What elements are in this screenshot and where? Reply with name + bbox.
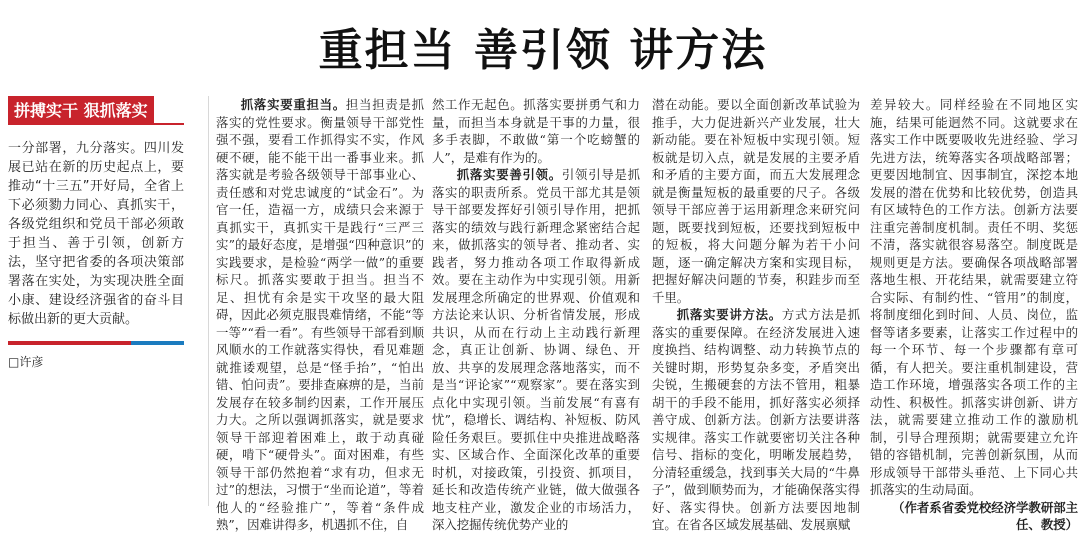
paragraph-text: 方式方法是抓落实的重要保障。在经济发展进入速度换挡、结构调整、动力转换节点的关键时期，形势复杂多变，矛盾突出尖锐，生搬硬套的方法不管用，粗暴胡干的手段不能用，抓好落实必须择善守成、创新方法。创新方法要讲落实规律。落实工作就要密切关注各种信号、指标的变化，明晰发展趋势，分清轻重缓急，找到事关大局的“牛鼻子”，做到顺势而为，才能确保落实得好、落实得快。创新方法要因地制宜。在省各区域发展基础、发展禀赋 (652, 307, 861, 532)
paragraph (432, 96, 640, 166)
paragraph (652, 96, 860, 306)
article-column-2 (432, 96, 641, 532)
section-heading: 抓落实要善引领。 (456, 167, 562, 182)
paragraph (652, 306, 860, 534)
paragraph (870, 96, 1078, 499)
divider-blue (131, 341, 184, 345)
page-headline: 重担当 善引领 讲方法 (318, 25, 768, 76)
sidebar-author: □许彦 (8, 355, 44, 369)
sidebar-divider-bar (8, 341, 184, 345)
divider-red (8, 341, 131, 345)
sidebar-text: 一分部署，九分落实。四川发展已站在新的历史起点上，要推动“十三五”开好局，全省上下必须勠力同心、真抓实干，各级党组织和党员干部必须敢于担当、善于引领，创新方法，坚守把省委的各项决策部署落在实处，为实现决胜全面小康、建设经济强省的奋斗目标做出新的更大贡献。 (8, 141, 184, 327)
section-heading: 抓落实要讲方法。 (676, 307, 782, 322)
article-column-4 (870, 96, 1078, 532)
paragraph-text: 潜在动能。要以全面创新改革试验为推手，大力促进新兴产业发展，壮大新动能。要在补短板中实现引领。短板就是切入点，就是发展的主要矛盾和矛盾的主要方面，而五大发展理念就是衡量短板的最重要的尺子。各级领导干部应善于运用新理念来研究问题，既要找到短板，还要找到短板中的短板，将大问题分解为若干小问题，逐一确定解决方案和实现目标，把握好解决问题的节奏，积跬步而至千里。 (652, 97, 860, 305)
column-tag: 拼搏实干 狠抓落实 (8, 96, 154, 123)
paragraph-text: 差异较大。同样经验在不同地区实施，结果可能迥然不同。这就要求在落实工作中既要吸收先进经验、学习先进方法，统筹落实各项战略部署；更要因地制宜、因事制宜，深挖本地发展的潜在优势和比较优势，创造具有区域特色的工作方法。创新方法要注重完善制度机制。责任不明、奖惩不清，落实就很容易落空。制度既是规则更是方法。要确保各项战略部署落地生根、开花结果，就需要建立符合实际、有制约性、“管用”的制度，将制度细化到时间、人员、岗位，监督等诸多要素，让落实工作过程中的每一个环节、每一个步骤都有章可循，有人把关。要注重机制建设，营造工作环境，增强落实各项工作的主动性、积极性。抓落实讲创新、讲方法，就需要建立推动工作的激励机制，引导合理预期；就需要建立允许错的容错机制，完善创新氛围，从而形成领导干部带头垂范、上下同心共抓落实的生动局面。 (870, 97, 1078, 497)
paragraph-text: 引领引导是抓落实的职责所系。党员干部尤其是领导干部要发挥好引领引导作用，把抓落实的绩效与践行新理念紧密结合起来，做抓落实的领导者、推动者、实践者，努力推动各项工作取得新成效。要在主动作为中实现引领。用新发展理念所确定的世界观、价值观和方法论来认识、分析省情发展，形成共识，从而在行动上主动践行新理念，真正让创新、协调、绿色、开放、共享的发展理念落地落实，而不是当“评论家”“观察家”。要在落实到点化中实现引领。当前发展“有喜有忧”，稳增长、调结构、补短板、防风险任务艰巨。要抓住中央推进战略落实、区域合作、全面深化改革的重要时机，对接政策，引投资、抓项目，延长和改造传统产业链，做大做强各地支柱产业，激发企业的市场活力，深入挖掘传统优势产业的 (432, 167, 641, 532)
article-column-3 (652, 96, 861, 532)
paragraph-text: 然工作无起色。抓落实要拼勇气和力量，而担当本身就是干事的力量，很多手表脚，不敢做“第一个吃螃蟹的人”，是难有作为的。 (432, 97, 640, 165)
section-heading: 抓落实要重担当。 (240, 97, 346, 112)
sidebar-summary (8, 96, 184, 370)
paragraph-text: 担当担责是抓落实的党性要求。衡量领导干部党性强不强，要看工作抓得实不实，作风硬不硬，能不能干出一番事业来。抓落实就是考验各级领导干部事业心、责任感和对党忠诚度的“试金石”。为官一任，造福一方，成绩只会来源于真抓实干，真抓实干是践行“三严三实”的最好态度，是增强“四种意识”的实践要求，是检验“两学一做”的重要标尺。抓落实要敢于担当。担当不足、担忧有余是实干攻坚的最大阻碍，因此必须克服畏难情绪，不能“等一等”“看一看”。有些领导干部看到顺风顺水的工作就落实得快，看见难题就推诿观望，总是“怪手抬”，“怕出错、怕问责”。要排查麻痹的是，当前发展存在较多制约因素，工作开展压力大。之所以强调抓落实，就是要求领导干部迎着困难上，敢于动真碰硬，啃下“硬骨头”。面对困难，有些领导干部仍然抱着“求有功，但求无过”的想法，习惯于“坐而论道”，等着他人的“经验推广”，等着“条件成熟”，因难讲得多，机遇抓不住，自 (216, 97, 425, 532)
tag-rule (8, 123, 184, 125)
paragraph (216, 96, 424, 534)
author-byline: （作者系省委党校经济学教研部主任、教授） (892, 499, 1078, 532)
column-divider (208, 96, 209, 506)
article-column-1 (216, 96, 425, 532)
paragraph (432, 166, 640, 534)
